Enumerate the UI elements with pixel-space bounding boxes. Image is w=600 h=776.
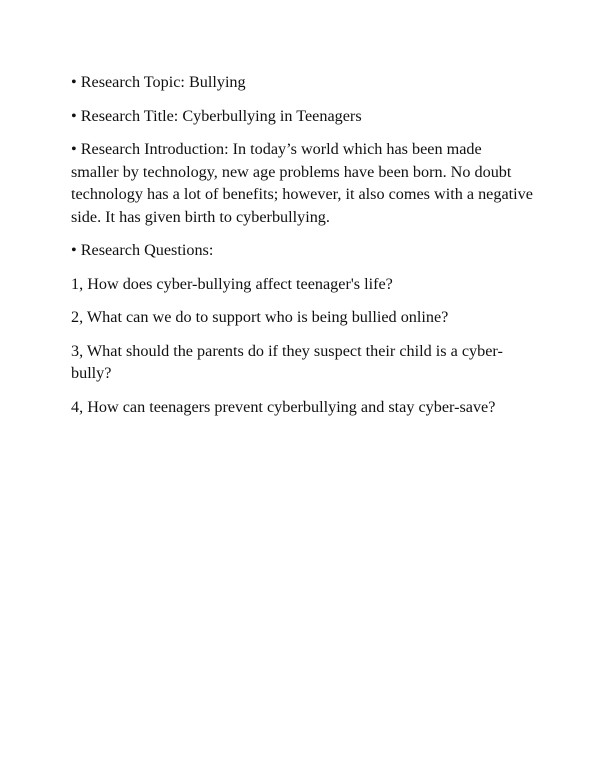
research-question-4: 4, How can teenagers prevent cyberbullying and stay cyber-save?	[71, 397, 496, 416]
research-topic: • Research Topic: Bullying	[71, 73, 246, 91]
research-introduction: • Research Introduction: In today’s world which has been made smaller by technology, new age problems have been born. No doubt technology has a lot of benefits; however, it also comes with a negative side. It has given birth to cyberbullying.	[71, 140, 533, 226]
research-title: • Research Title: Cyberbullying in Teenagers	[71, 106, 362, 125]
research-questions-heading: • Research Questions:	[71, 241, 214, 259]
research-question-3: 3, What should the parents do if they suspect their child is a cyber-bully?	[71, 341, 503, 382]
research-question-2: 2, What can we do to support who is being bullied online?	[71, 308, 449, 326]
document-body	[71, 71, 533, 429]
research-question-1: 1, How does cyber-bullying affect teenager's life?	[71, 274, 393, 293]
